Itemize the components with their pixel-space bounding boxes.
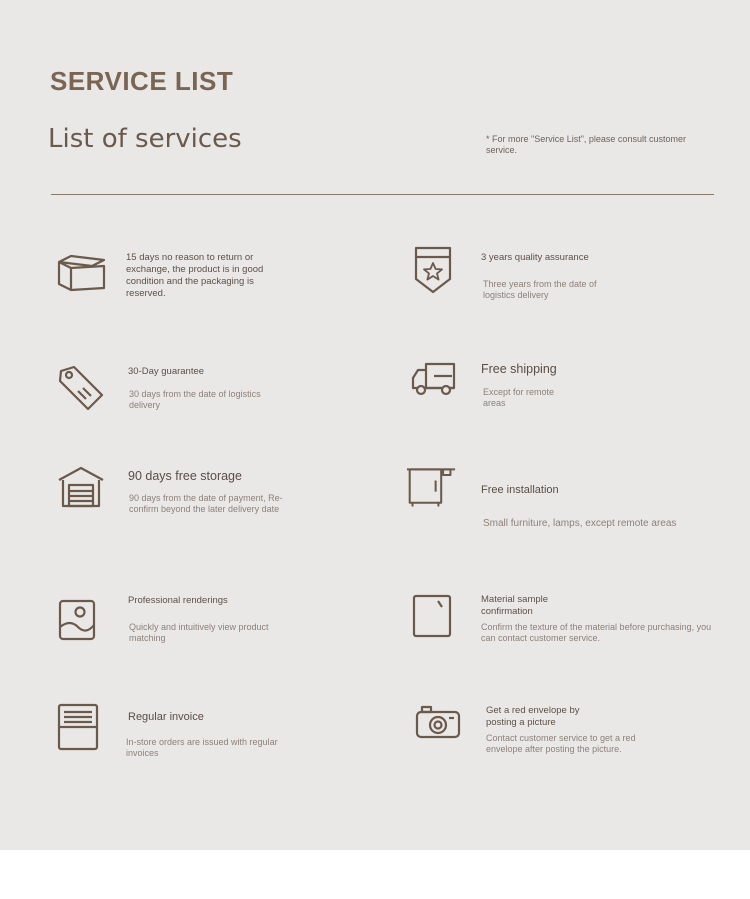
service-title: Get a red envelope by posting a picture <box>486 705 580 728</box>
invoice-icon <box>56 702 106 752</box>
service-desc: Except for remote areas <box>483 387 555 408</box>
cabinet-icon <box>406 462 456 512</box>
shield-star-icon <box>408 245 458 295</box>
service-desc: Three years from the date of logistics delivery <box>483 279 597 300</box>
service-desc: Contact customer service to get a red envelope after posting the picture. <box>486 733 636 754</box>
service-desc: Confirm the texture of the material before purchasing, you can contact customer service. <box>481 622 712 643</box>
page-headline: SERVICE LIST <box>50 66 234 96</box>
service-desc: In-store orders are issued with regular invoices <box>126 737 278 758</box>
service-title: Regular invoice <box>128 711 204 723</box>
service-title: Professional renderings <box>128 595 228 606</box>
consult-note: * For more "Service List", please consult customer service. <box>486 134 686 155</box>
camera-icon <box>414 700 464 750</box>
service-desc: Small furniture, lamps, except remote areas <box>483 518 677 529</box>
service-title: 15 days no reason to return or exchange, the product is in good condition and the packaging is reserved. <box>126 252 264 299</box>
box-icon <box>56 250 106 300</box>
tag-icon <box>56 363 106 413</box>
service-title: 90 days free storage <box>128 469 242 483</box>
service-title: 3 years quality assurance <box>481 252 589 263</box>
page-subtitle: List of services <box>48 124 242 154</box>
swatch-icon <box>408 592 458 642</box>
service-desc: 90 days from the date of payment, Re-confirm beyond the later delivery date <box>129 493 283 514</box>
service-title: 30-Day guarantee <box>128 366 205 377</box>
garage-icon <box>56 464 106 514</box>
truck-icon <box>408 356 458 406</box>
divider <box>51 194 714 195</box>
image-icon <box>56 597 106 647</box>
service-title: Free installation <box>481 484 559 496</box>
service-title: Material sample confirmation <box>481 594 549 617</box>
service-desc: Quickly and intuitively view product matching <box>129 622 269 643</box>
service-title: Free shipping <box>481 362 557 376</box>
service-desc: 30 days from the date of logistics delivery <box>129 389 261 410</box>
